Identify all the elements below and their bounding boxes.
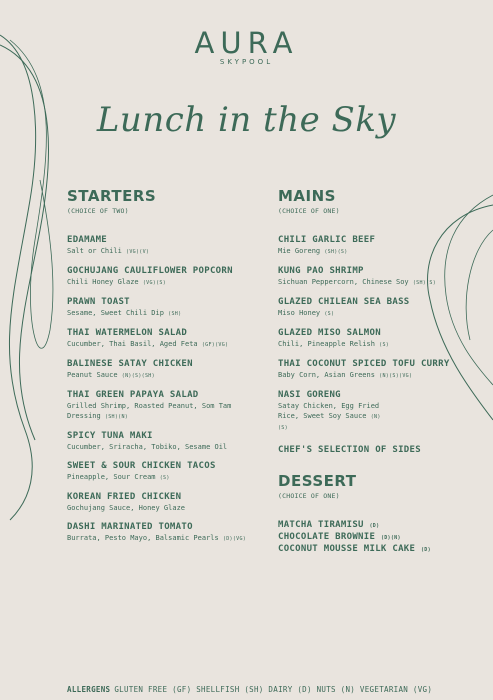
menu-item-desc-text: Miso Honey [278,309,321,317]
menu-item [67,328,267,350]
menu-item-name: NASI GORENG [278,390,341,400]
sides-note: CHEF'S SELECTION OF SIDES [278,445,421,455]
allergen-tag: (SH)(N) [104,414,129,420]
menu-item-desc-text: Chili Honey Glaze [67,278,139,286]
allergen-tag: (N)(S)(SH) [121,373,155,379]
menu-item-desc [278,308,483,319]
menu-item [278,266,483,288]
menu-item-desc-text: Satay Chicken, Egg Fried Rice, Sweet Soy Sauce [278,402,380,420]
mains-heading: MAINS [278,187,336,205]
allergen-tag: (S) [159,475,170,481]
allergen-tag: (VG)(S) [142,280,167,286]
allergen-tag: (D)(N) [380,535,401,541]
menu-item-name: GOCHUJANG CAULIFLOWER POPCORN [67,266,233,276]
menu-item-name: THAI GREEN PAPAYA SALAD [67,390,199,400]
menu-item-desc [278,246,483,257]
allergen-tag: (N)(S) [278,414,381,431]
menu-item [278,297,483,319]
menu-item-name: DASHI MARINATED TOMATO [67,522,193,532]
dessert-item-name: MATCHA TIRAMISU [278,520,364,530]
mains-note: (CHOICE OF ONE) [278,207,340,215]
menu-item [278,328,483,350]
starters-section [67,188,267,553]
menu-item [67,359,267,381]
menu-item-desc-text: Peanut Sauce [67,371,118,379]
allergen-tag: (S) [324,311,335,317]
menu-item-desc-text: Gochujang Sauce, Honey Glaze [67,504,186,512]
menu-item-desc-text: Mie Goreng [278,247,321,255]
menu-item-name: SPICY TUNA MAKI [67,431,153,441]
menu-item-desc [278,370,483,381]
menu-item-desc [278,277,483,288]
menu-item [278,235,483,257]
menu-item-desc [67,246,267,257]
allergen-legend [67,685,432,694]
allergen-tag: (SH) [168,311,182,317]
menu-item-desc-text: Pineapple, Sour Cream [67,473,156,481]
menu-item-name: THAI COCONUT SPICED TOFU CURRY [278,359,450,369]
allergen-tag: (S) [379,342,390,348]
menu-item-desc [67,472,267,483]
menu-item-name: BALINESE SATAY CHICKEN [67,359,193,369]
menu-item [278,390,483,433]
menu-item-desc [67,533,267,544]
menu-item [67,461,267,483]
allergen-tag: (GF)(VG) [201,342,229,348]
allergen-tag: (N)(S)(VG) [379,373,413,379]
menu-item-name: SWEET & SOUR CHICKEN TACOS [67,461,216,471]
allergen-tag: (SH)(S) [412,280,437,286]
menu-item [278,520,483,532]
menu-item-name: GLAZED CHILEAN SEA BASS [278,297,410,307]
allergen-legend-text: GLUTEN FREE (GF) SHELLFISH (SH) DAIRY (D) NUTS (N) VEGETARIAN (VG) [114,685,433,694]
dessert-list [278,520,483,556]
allergen-tag: (VG)(V) [126,249,150,255]
allergen-legend-label: ALLERGENS [67,685,111,694]
menu-item-desc [278,401,388,433]
menu-item-name: KUNG PAO SHRIMP [278,266,364,276]
menu-item [67,431,267,452]
menu-item-desc [67,401,267,422]
menu-item-name: CHILI GARLIC BEEF [278,235,376,245]
menu-item-desc [67,370,267,381]
menu-item-desc-text: Cucumber, Thai Basil, Aged Feta [67,340,198,348]
menu-title: Lunch in the Sky [96,100,397,140]
menu-item-name [278,532,483,544]
menu-item [67,235,267,257]
menu-item [278,532,483,544]
menu-item-desc-text: Cucumber, Sriracha, Tobiko, Sesame Oil [67,443,228,451]
menu-item [67,390,267,422]
allergen-tag: (D) [420,547,431,553]
menu-item-desc [67,442,267,452]
brand-subtitle: SKYPOOL [219,58,274,66]
menu-item-desc [67,503,267,513]
menu-item-desc [278,339,483,350]
menu-item [67,297,267,319]
mains-section [278,188,483,556]
menu-item-desc-text: Grilled Shrimp, Roasted Peanut, Som Tam Dressing [67,402,232,420]
menu-item-name: PRAWN TOAST [67,297,130,307]
menu-item-desc [67,277,267,288]
menu-item-desc-text: Sichuan Peppercorn, Chinese Soy [278,278,409,286]
menu-item-desc-text: Baby Corn, Asian Greens [278,371,375,379]
allergen-tag: (SH)(S) [324,249,348,255]
dessert-item-name: CHOCOLATE BROWNIE [278,532,376,542]
menu-item [278,544,483,556]
dessert-note: (CHOICE OF ONE) [278,492,340,500]
menu-item-desc-text: Burrata, Pesto Mayo, Balsamic Pearls [67,534,219,542]
menu-item-name [278,544,483,556]
menu-item [278,359,483,381]
menu-item-desc-text: Chili, Pineapple Relish [278,340,375,348]
menu-item-name: EDAMAME [67,235,108,245]
menu-item-desc [67,308,267,319]
brand-logo: AURA [194,26,299,60]
menu-item [67,266,267,288]
menu-item [67,522,267,544]
allergen-tag: (D)(VG) [222,536,247,542]
dessert-item-name: COCONUT MOUSSE MILK CAKE [278,544,416,554]
menu-item-name [278,520,483,532]
menu-item-desc-text: Sesame, Sweet Chili Dip [67,309,164,317]
menu-item [67,492,267,513]
menu-item-name: THAI WATERMELON SALAD [67,328,188,338]
menu-item-name: KOREAN FRIED CHICKEN [67,492,182,502]
menu-item-desc-text: Salt or Chili [67,247,122,255]
dessert-heading: DESSERT [278,472,357,490]
starters-note: (CHOICE OF TWO) [67,207,129,215]
menu-item-desc [67,339,267,350]
menu-item-name: GLAZED MISO SALMON [278,328,381,338]
allergen-tag: (D) [369,523,380,529]
starters-heading: STARTERS [67,187,157,205]
